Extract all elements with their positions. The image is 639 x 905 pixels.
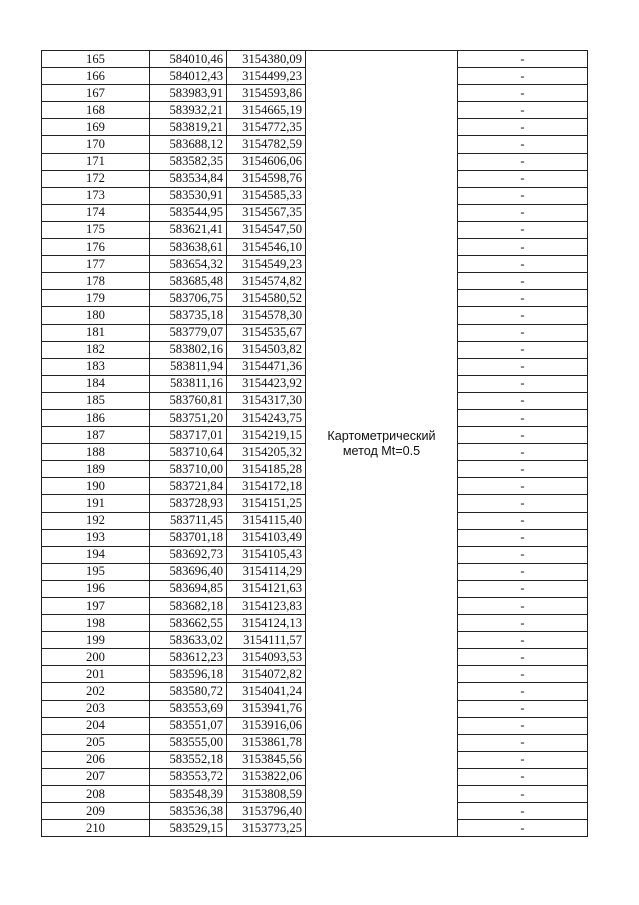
point-number-cell: 206 <box>42 751 150 768</box>
point-number-cell: 182 <box>42 341 150 358</box>
y-coordinate-cell: 3154567,35 <box>227 204 306 221</box>
accuracy-cell: - <box>458 632 588 649</box>
x-coordinate-cell: 583717,01 <box>150 427 227 444</box>
x-coordinate-cell: 583553,72 <box>150 768 227 785</box>
y-coordinate-cell: 3154124,13 <box>227 615 306 632</box>
y-coordinate-cell: 3153861,78 <box>227 734 306 751</box>
point-number-cell: 209 <box>42 803 150 820</box>
accuracy-cell: - <box>458 170 588 187</box>
point-number-cell: 189 <box>42 461 150 478</box>
accuracy-cell: - <box>458 666 588 683</box>
x-coordinate-cell: 583710,64 <box>150 444 227 461</box>
x-coordinate-cell: 583552,18 <box>150 751 227 768</box>
accuracy-cell: - <box>458 239 588 256</box>
point-number-cell: 172 <box>42 170 150 187</box>
accuracy-cell: - <box>458 478 588 495</box>
y-coordinate-cell: 3154172,18 <box>227 478 306 495</box>
accuracy-cell: - <box>458 563 588 580</box>
point-number-cell: 187 <box>42 427 150 444</box>
accuracy-cell: - <box>458 358 588 375</box>
point-number-cell: 183 <box>42 358 150 375</box>
y-coordinate-cell: 3154219,15 <box>227 427 306 444</box>
x-coordinate-cell: 583779,07 <box>150 324 227 341</box>
x-coordinate-cell: 583638,61 <box>150 239 227 256</box>
x-coordinate-cell: 583811,94 <box>150 358 227 375</box>
x-coordinate-cell: 583760,81 <box>150 392 227 409</box>
x-coordinate-cell: 584010,46 <box>150 51 227 68</box>
y-coordinate-cell: 3154598,76 <box>227 170 306 187</box>
y-coordinate-cell: 3154041,24 <box>227 683 306 700</box>
accuracy-cell: - <box>458 734 588 751</box>
accuracy-cell: - <box>458 375 588 392</box>
x-coordinate-cell: 584012,43 <box>150 68 227 85</box>
accuracy-cell: - <box>458 786 588 803</box>
accuracy-cell: - <box>458 580 588 597</box>
accuracy-cell: - <box>458 85 588 102</box>
y-coordinate-cell: 3154423,92 <box>227 375 306 392</box>
y-coordinate-cell: 3154317,30 <box>227 392 306 409</box>
x-coordinate-cell: 583544,95 <box>150 204 227 221</box>
x-coordinate-cell: 583553,69 <box>150 700 227 717</box>
y-coordinate-cell: 3154503,82 <box>227 341 306 358</box>
y-coordinate-cell: 3154585,33 <box>227 187 306 204</box>
y-coordinate-cell: 3153941,76 <box>227 700 306 717</box>
point-number-cell: 184 <box>42 375 150 392</box>
accuracy-cell: - <box>458 153 588 170</box>
y-coordinate-cell: 3153822,06 <box>227 768 306 785</box>
method-cell <box>306 51 458 837</box>
x-coordinate-cell: 583701,18 <box>150 529 227 546</box>
x-coordinate-cell: 583694,85 <box>150 580 227 597</box>
point-number-cell: 181 <box>42 324 150 341</box>
accuracy-cell: - <box>458 392 588 409</box>
point-number-cell: 186 <box>42 409 150 426</box>
accuracy-cell: - <box>458 136 588 153</box>
x-coordinate-cell: 583596,18 <box>150 666 227 683</box>
point-number-cell: 167 <box>42 85 150 102</box>
x-coordinate-cell: 583728,93 <box>150 495 227 512</box>
x-coordinate-cell: 583536,38 <box>150 803 227 820</box>
y-coordinate-cell: 3154580,52 <box>227 290 306 307</box>
x-coordinate-cell: 583530,91 <box>150 187 227 204</box>
point-number-cell: 168 <box>42 102 150 119</box>
point-number-cell: 196 <box>42 580 150 597</box>
x-coordinate-cell: 583721,84 <box>150 478 227 495</box>
x-coordinate-cell: 583582,35 <box>150 153 227 170</box>
x-coordinate-cell: 583932,21 <box>150 102 227 119</box>
x-coordinate-cell: 583662,55 <box>150 615 227 632</box>
point-number-cell: 201 <box>42 666 150 683</box>
y-coordinate-cell: 3154243,75 <box>227 409 306 426</box>
coordinates-table-body <box>42 51 588 837</box>
x-coordinate-cell: 583654,32 <box>150 256 227 273</box>
y-coordinate-cell: 3153773,25 <box>227 820 306 837</box>
accuracy-cell: - <box>458 649 588 666</box>
point-number-cell: 207 <box>42 768 150 785</box>
accuracy-cell: - <box>458 700 588 717</box>
accuracy-cell: - <box>458 341 588 358</box>
y-coordinate-cell: 3154151,25 <box>227 495 306 512</box>
accuracy-cell: - <box>458 204 588 221</box>
y-coordinate-cell: 3154205,32 <box>227 444 306 461</box>
x-coordinate-cell: 583688,12 <box>150 136 227 153</box>
point-number-cell: 180 <box>42 307 150 324</box>
accuracy-cell: - <box>458 427 588 444</box>
accuracy-cell: - <box>458 409 588 426</box>
x-coordinate-cell: 583983,91 <box>150 85 227 102</box>
point-number-cell: 210 <box>42 820 150 837</box>
y-coordinate-cell: 3153796,40 <box>227 803 306 820</box>
point-number-cell: 200 <box>42 649 150 666</box>
point-number-cell: 193 <box>42 529 150 546</box>
x-coordinate-cell: 583529,15 <box>150 820 227 837</box>
point-number-cell: 165 <box>42 51 150 68</box>
accuracy-cell: - <box>458 768 588 785</box>
point-number-cell: 177 <box>42 256 150 273</box>
point-number-cell: 175 <box>42 221 150 238</box>
accuracy-cell: - <box>458 119 588 136</box>
y-coordinate-cell: 3154093,53 <box>227 649 306 666</box>
table-row <box>42 51 588 68</box>
y-coordinate-cell: 3153916,06 <box>227 717 306 734</box>
x-coordinate-cell: 583710,00 <box>150 461 227 478</box>
point-number-cell: 190 <box>42 478 150 495</box>
x-coordinate-cell: 583551,07 <box>150 717 227 734</box>
point-number-cell: 197 <box>42 598 150 615</box>
accuracy-cell: - <box>458 324 588 341</box>
accuracy-cell: - <box>458 461 588 478</box>
accuracy-cell: - <box>458 307 588 324</box>
accuracy-cell: - <box>458 751 588 768</box>
y-coordinate-cell: 3154072,82 <box>227 666 306 683</box>
accuracy-cell: - <box>458 717 588 734</box>
y-coordinate-cell: 3154103,49 <box>227 529 306 546</box>
method-label-line2: метод Mt=0.5 <box>342 443 421 458</box>
x-coordinate-cell: 583580,72 <box>150 683 227 700</box>
x-coordinate-cell: 583706,75 <box>150 290 227 307</box>
point-number-cell: 166 <box>42 68 150 85</box>
point-number-cell: 205 <box>42 734 150 751</box>
x-coordinate-cell: 583621,41 <box>150 221 227 238</box>
accuracy-cell: - <box>458 598 588 615</box>
x-coordinate-cell: 583751,20 <box>150 409 227 426</box>
accuracy-cell: - <box>458 546 588 563</box>
point-number-cell: 195 <box>42 563 150 580</box>
accuracy-cell: - <box>458 529 588 546</box>
accuracy-cell: - <box>458 290 588 307</box>
y-coordinate-cell: 3154578,30 <box>227 307 306 324</box>
point-number-cell: 170 <box>42 136 150 153</box>
y-coordinate-cell: 3153845,56 <box>227 751 306 768</box>
point-number-cell: 198 <box>42 615 150 632</box>
y-coordinate-cell: 3154105,43 <box>227 546 306 563</box>
x-coordinate-cell: 583811,16 <box>150 375 227 392</box>
y-coordinate-cell: 3154111,57 <box>227 632 306 649</box>
point-number-cell: 194 <box>42 546 150 563</box>
point-number-cell: 199 <box>42 632 150 649</box>
y-coordinate-cell: 3154471,36 <box>227 358 306 375</box>
point-number-cell: 179 <box>42 290 150 307</box>
x-coordinate-cell: 583682,18 <box>150 598 227 615</box>
point-number-cell: 174 <box>42 204 150 221</box>
accuracy-cell: - <box>458 803 588 820</box>
y-coordinate-cell: 3154380,09 <box>227 51 306 68</box>
point-number-cell: 185 <box>42 392 150 409</box>
accuracy-cell: - <box>458 256 588 273</box>
y-coordinate-cell: 3154772,35 <box>227 119 306 136</box>
x-coordinate-cell: 583685,48 <box>150 273 227 290</box>
point-number-cell: 204 <box>42 717 150 734</box>
x-coordinate-cell: 583612,23 <box>150 649 227 666</box>
y-coordinate-cell: 3154547,50 <box>227 221 306 238</box>
accuracy-cell: - <box>458 512 588 529</box>
method-label-line1: Картометрический <box>327 428 436 443</box>
point-number-cell: 191 <box>42 495 150 512</box>
y-coordinate-cell: 3154121,63 <box>227 580 306 597</box>
y-coordinate-cell: 3154114,29 <box>227 563 306 580</box>
x-coordinate-cell: 583548,39 <box>150 786 227 803</box>
point-number-cell: 169 <box>42 119 150 136</box>
x-coordinate-cell: 583711,45 <box>150 512 227 529</box>
x-coordinate-cell: 583534,84 <box>150 170 227 187</box>
y-coordinate-cell: 3154123,83 <box>227 598 306 615</box>
y-coordinate-cell: 3154115,40 <box>227 512 306 529</box>
point-number-cell: 178 <box>42 273 150 290</box>
y-coordinate-cell: 3154782,59 <box>227 136 306 153</box>
y-coordinate-cell: 3154499,23 <box>227 68 306 85</box>
accuracy-cell: - <box>458 444 588 461</box>
y-coordinate-cell: 3154535,67 <box>227 324 306 341</box>
accuracy-cell: - <box>458 495 588 512</box>
accuracy-cell: - <box>458 273 588 290</box>
coordinates-table <box>41 50 588 837</box>
x-coordinate-cell: 583819,21 <box>150 119 227 136</box>
y-coordinate-cell: 3154185,28 <box>227 461 306 478</box>
point-number-cell: 208 <box>42 786 150 803</box>
x-coordinate-cell: 583633,02 <box>150 632 227 649</box>
accuracy-cell: - <box>458 68 588 85</box>
accuracy-cell: - <box>458 683 588 700</box>
y-coordinate-cell: 3154546,10 <box>227 239 306 256</box>
accuracy-cell: - <box>458 102 588 119</box>
x-coordinate-cell: 583696,40 <box>150 563 227 580</box>
point-number-cell: 176 <box>42 239 150 256</box>
point-number-cell: 173 <box>42 187 150 204</box>
accuracy-cell: - <box>458 221 588 238</box>
accuracy-cell: - <box>458 51 588 68</box>
y-coordinate-cell: 3154606,06 <box>227 153 306 170</box>
x-coordinate-cell: 583802,16 <box>150 341 227 358</box>
accuracy-cell: - <box>458 820 588 837</box>
y-coordinate-cell: 3154549,23 <box>227 256 306 273</box>
accuracy-cell: - <box>458 187 588 204</box>
y-coordinate-cell: 3153808,59 <box>227 786 306 803</box>
accuracy-cell: - <box>458 615 588 632</box>
x-coordinate-cell: 583692,73 <box>150 546 227 563</box>
y-coordinate-cell: 3154593,86 <box>227 85 306 102</box>
x-coordinate-cell: 583735,18 <box>150 307 227 324</box>
point-number-cell: 203 <box>42 700 150 717</box>
y-coordinate-cell: 3154574,82 <box>227 273 306 290</box>
point-number-cell: 202 <box>42 683 150 700</box>
point-number-cell: 188 <box>42 444 150 461</box>
point-number-cell: 192 <box>42 512 150 529</box>
y-coordinate-cell: 3154665,19 <box>227 102 306 119</box>
x-coordinate-cell: 583555,00 <box>150 734 227 751</box>
point-number-cell: 171 <box>42 153 150 170</box>
